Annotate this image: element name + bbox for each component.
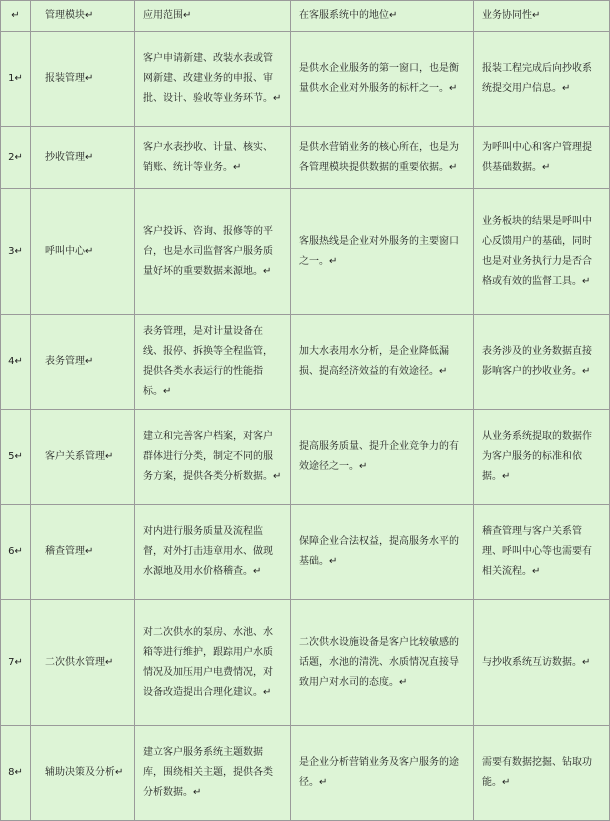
table-row bbox=[1, 410, 610, 505]
row-scope: 对二次供水的泵房、水池、水箱等进行维护，跟踪用户水质情况及加压用户电费情况，对设备改造提出合理化建议。↵ bbox=[135, 600, 291, 726]
row-module: 抄收管理↵ bbox=[31, 127, 135, 189]
header-scope: 应用范围↵ bbox=[135, 1, 291, 32]
row-position: 是供水企业服务的第一窗口，也是衡量供水企业对外服务的标杆之一。↵ bbox=[291, 32, 474, 127]
row-module: 二次供水管理↵ bbox=[31, 600, 135, 726]
row-position: 保障企业合法权益，提高服务水平的基础。↵ bbox=[291, 505, 474, 600]
row-collab: 表务涉及的业务数据直接影响客户的抄收业务。↵ bbox=[474, 315, 610, 410]
row-module: 表务管理↵ bbox=[31, 315, 135, 410]
table-row bbox=[1, 32, 610, 127]
row-module: 呼叫中心↵ bbox=[31, 189, 135, 315]
row-collab: 从业务系统提取的数据作为客户服务的标准和依据。↵ bbox=[474, 410, 610, 505]
row-index: 3↵ bbox=[1, 189, 31, 315]
row-module: 报装管理↵ bbox=[31, 32, 135, 127]
table-row bbox=[1, 600, 610, 726]
row-index: 6↵ bbox=[1, 505, 31, 600]
header-position: 在客服系统中的地位↵ bbox=[291, 1, 474, 32]
row-scope: 客户水表抄收、计量、核实、销账、统计等业务。↵ bbox=[135, 127, 291, 189]
row-index: 1↵ bbox=[1, 32, 31, 127]
row-scope: 对内进行服务质量及流程监督，对外打击违章用水、做现水源地及用水价格稽查。↵ bbox=[135, 505, 291, 600]
row-module: 稽查管理↵ bbox=[31, 505, 135, 600]
row-scope: 客户申请新建、改装水表或管网新建、改建业务的申报、审批、设计、验收等业务环节。↵ bbox=[135, 32, 291, 127]
header-row bbox=[1, 1, 610, 32]
row-position: 是供水营销业务的核心所在，也是为各管理模块提供数据的重要依据。↵ bbox=[291, 127, 474, 189]
table-row bbox=[1, 726, 610, 821]
row-scope: 客户投诉、咨询、报修等的平台，也是水司监督客户服务质量好坏的重要数据来源地。↵ bbox=[135, 189, 291, 315]
row-module: 客户关系管理↵ bbox=[31, 410, 135, 505]
row-collab: 业务板块的结果是呼叫中心反馈用户的基础，同时也是对业务执行力是否合格或有效的监督工具。↵ bbox=[474, 189, 610, 315]
header-collab: 业务协同性↵ bbox=[474, 1, 610, 32]
row-index: 5↵ bbox=[1, 410, 31, 505]
row-position: 加大水表用水分析，是企业降低漏损、提高经济效益的有效途径。↵ bbox=[291, 315, 474, 410]
row-index: 4↵ bbox=[1, 315, 31, 410]
row-collab: 与抄收系统互访数据。↵ bbox=[474, 600, 610, 726]
table-row bbox=[1, 315, 610, 410]
row-position: 二次供水设施设备是客户比较敏感的话题，水池的清洗、水质情况直接导致用户对水司的态度。↵ bbox=[291, 600, 474, 726]
row-position: 客服热线是企业对外服务的主要窗口之一。↵ bbox=[291, 189, 474, 315]
row-module: 辅助决策及分析↵ bbox=[31, 726, 135, 821]
row-collab: 为呼叫中心和客户管理提供基础数据。↵ bbox=[474, 127, 610, 189]
row-index: 2↵ bbox=[1, 127, 31, 189]
table-row bbox=[1, 505, 610, 600]
row-position: 提高服务质量、提升企业竞争力的有效途径之一。↵ bbox=[291, 410, 474, 505]
row-index: 7↵ bbox=[1, 600, 31, 726]
row-collab: 需要有数据挖掘、钻取功能。↵ bbox=[474, 726, 610, 821]
row-position: 是企业分析营销业务及客户服务的途径。↵ bbox=[291, 726, 474, 821]
row-collab: 稽查管理与客户关系管理、呼叫中心等也需要有相关流程。↵ bbox=[474, 505, 610, 600]
header-index: ↵ bbox=[1, 1, 31, 32]
row-scope: 建立客户服务系统主题数据库，围绕相关主题，提供各类分析数据。↵ bbox=[135, 726, 291, 821]
row-scope: 表务管理，是对计量设备在线、报停、拆换等全程监管，提供各类水表运行的性能指标。↵ bbox=[135, 315, 291, 410]
table-row bbox=[1, 127, 610, 189]
header-module: 管理模块↵ bbox=[31, 1, 135, 32]
row-collab: 报装工程完成后向抄收系统提交用户信息。↵ bbox=[474, 32, 610, 127]
row-scope: 建立和完善客户档案，对客户群体进行分类，制定不同的服务方案，提供各类分析数据。↵ bbox=[135, 410, 291, 505]
table-row bbox=[1, 189, 610, 315]
row-index: 8↵ bbox=[1, 726, 31, 821]
